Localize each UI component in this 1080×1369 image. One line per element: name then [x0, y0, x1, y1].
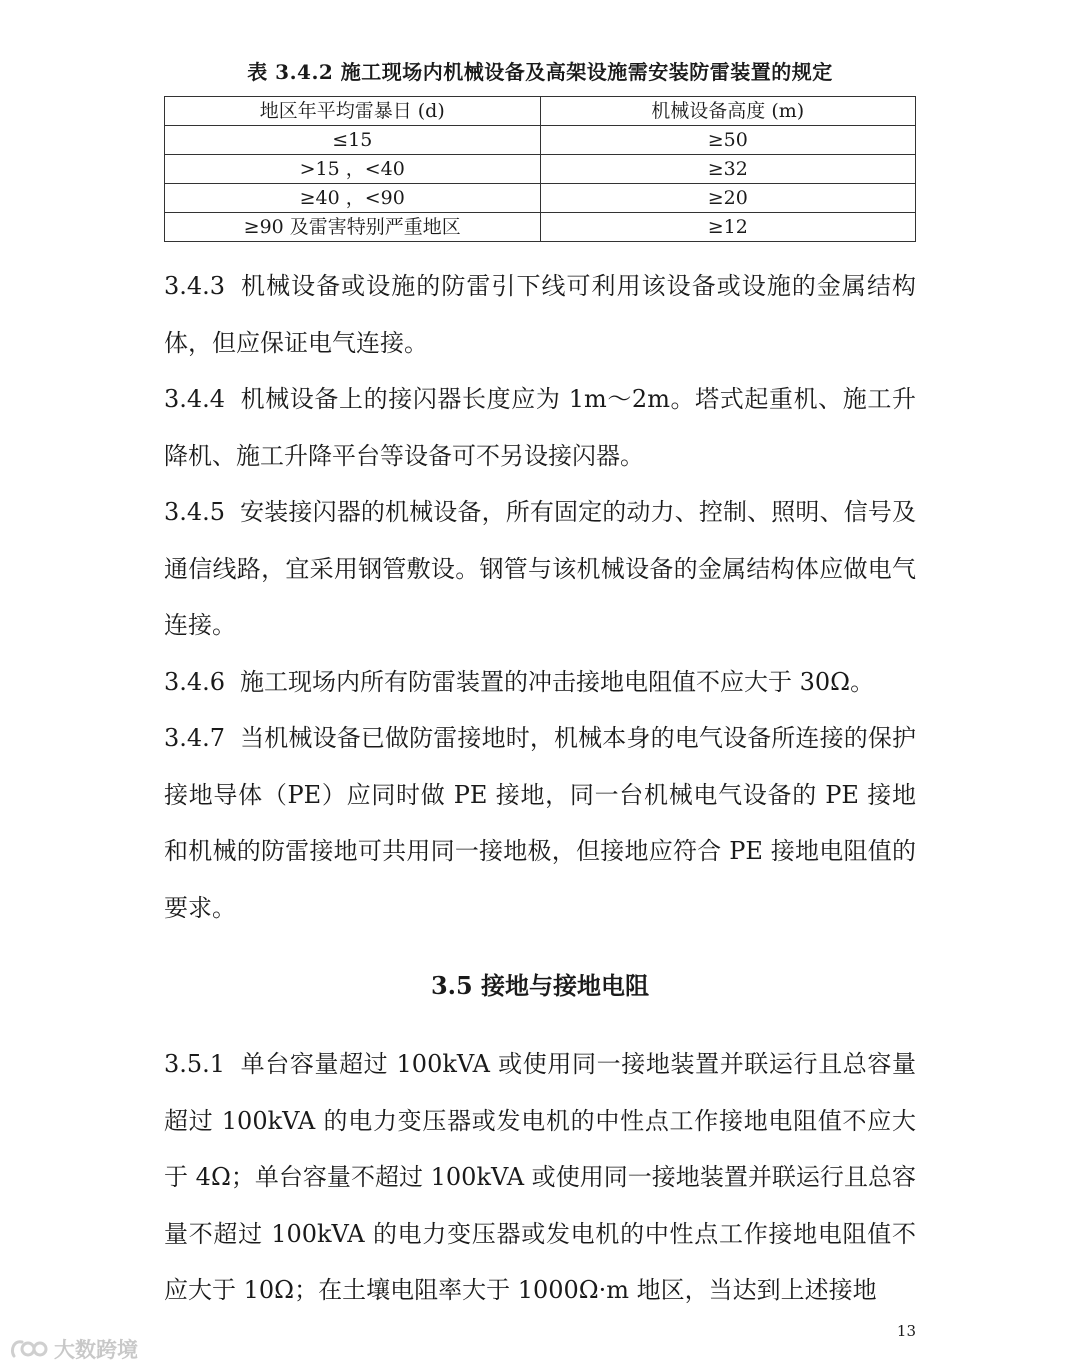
logo-icon: [8, 1336, 48, 1362]
clause-number: 3.4.7: [164, 724, 226, 752]
clause-number: 3.4.3: [164, 272, 226, 300]
clause-paragraph: [164, 371, 916, 484]
table-cell: ≥32: [540, 155, 916, 184]
table-row: [165, 213, 916, 242]
clause-paragraph: [164, 1036, 916, 1319]
table-cell: ≥12: [540, 213, 916, 242]
lightning-protection-table: [164, 96, 916, 242]
clause-paragraph: [164, 710, 916, 936]
table-title: 表 3.4.2 施工现场内机械设备及高架设施需安装防雷装置的规定: [247, 60, 833, 84]
clause-text: 单台容量超过 100kVA 或使用同一接地装置并联运行且总容量超过 100kVA 的电力变压器或发电机的中性点工作接地电阻值不应大于 4Ω；单台容量不超过 100kVA 或使用同一接地装置并联运行且总容量不超过 100kVA 的电力变压器或发电机的中性点工作接地电阻值不应大于 10Ω；在土壤电阻率大于 1000Ω·m 地区，当达到上述接地: [164, 1050, 916, 1304]
table-header-row: [165, 97, 916, 126]
clause-number: 3.4.6: [164, 667, 226, 696]
table-row: [165, 184, 916, 213]
body-text: [164, 258, 916, 1319]
clause-number: 3.4.4: [164, 385, 226, 413]
clause-text: 机械设备上的接闪器长度应为 1m～2m。塔式起重机、施工升降机、施工升降平台等设备可不另设接闪器。: [164, 385, 916, 470]
clause-text: 施工现场内所有防雷装置的冲击接地电阻值不应大于 30Ω。: [240, 667, 875, 696]
table-cell: ≤15: [165, 126, 541, 155]
watermark: [8, 1334, 138, 1364]
table-row: [165, 155, 916, 184]
clause-number: 3.5.1: [164, 1050, 226, 1078]
clause-paragraph: [164, 258, 916, 371]
watermark-text: 大数跨境: [54, 1338, 138, 1362]
table-cell: ≥40 ，<90: [165, 184, 541, 213]
clause-paragraph: [164, 484, 916, 654]
clause-text: 当机械设备已做防雷接地时，机械本身的电气设备所连接的保护接地导体（PE）应同时做 PE 接地，同一台机械电气设备的 PE 接地和机械的防雷接地可共用同一接地极，但接地应符合 PE 接地电阻值的要求。: [164, 724, 916, 922]
table-row: [165, 126, 916, 155]
table-header-cell: 机械设备高度 (m): [540, 97, 916, 126]
clause-paragraph: [164, 654, 916, 711]
table-cell: ≥90 及雷害特别严重地区: [165, 213, 541, 242]
table-cell: >15 ，<40: [165, 155, 541, 184]
clause-number: 3.4.5: [164, 498, 226, 526]
page-number: 13: [896, 1322, 916, 1340]
clause-text: 安装接闪器的机械设备，所有固定的动力、控制、照明、信号及通信线路，宜采用钢管敷设。钢管与该机械设备的金属结构体应做电气连接。: [164, 498, 916, 639]
table-cell: ≥20: [540, 184, 916, 213]
section-heading: 3.5 接地与接地电阻: [430, 971, 650, 1000]
table-header-cell: 地区年平均雷暴日 (d): [165, 97, 541, 126]
clause-text: 机械设备或设施的防雷引下线可利用该设备或设施的金属结构体，但应保证电气连接。: [164, 272, 916, 357]
table-cell: ≥50: [540, 126, 916, 155]
